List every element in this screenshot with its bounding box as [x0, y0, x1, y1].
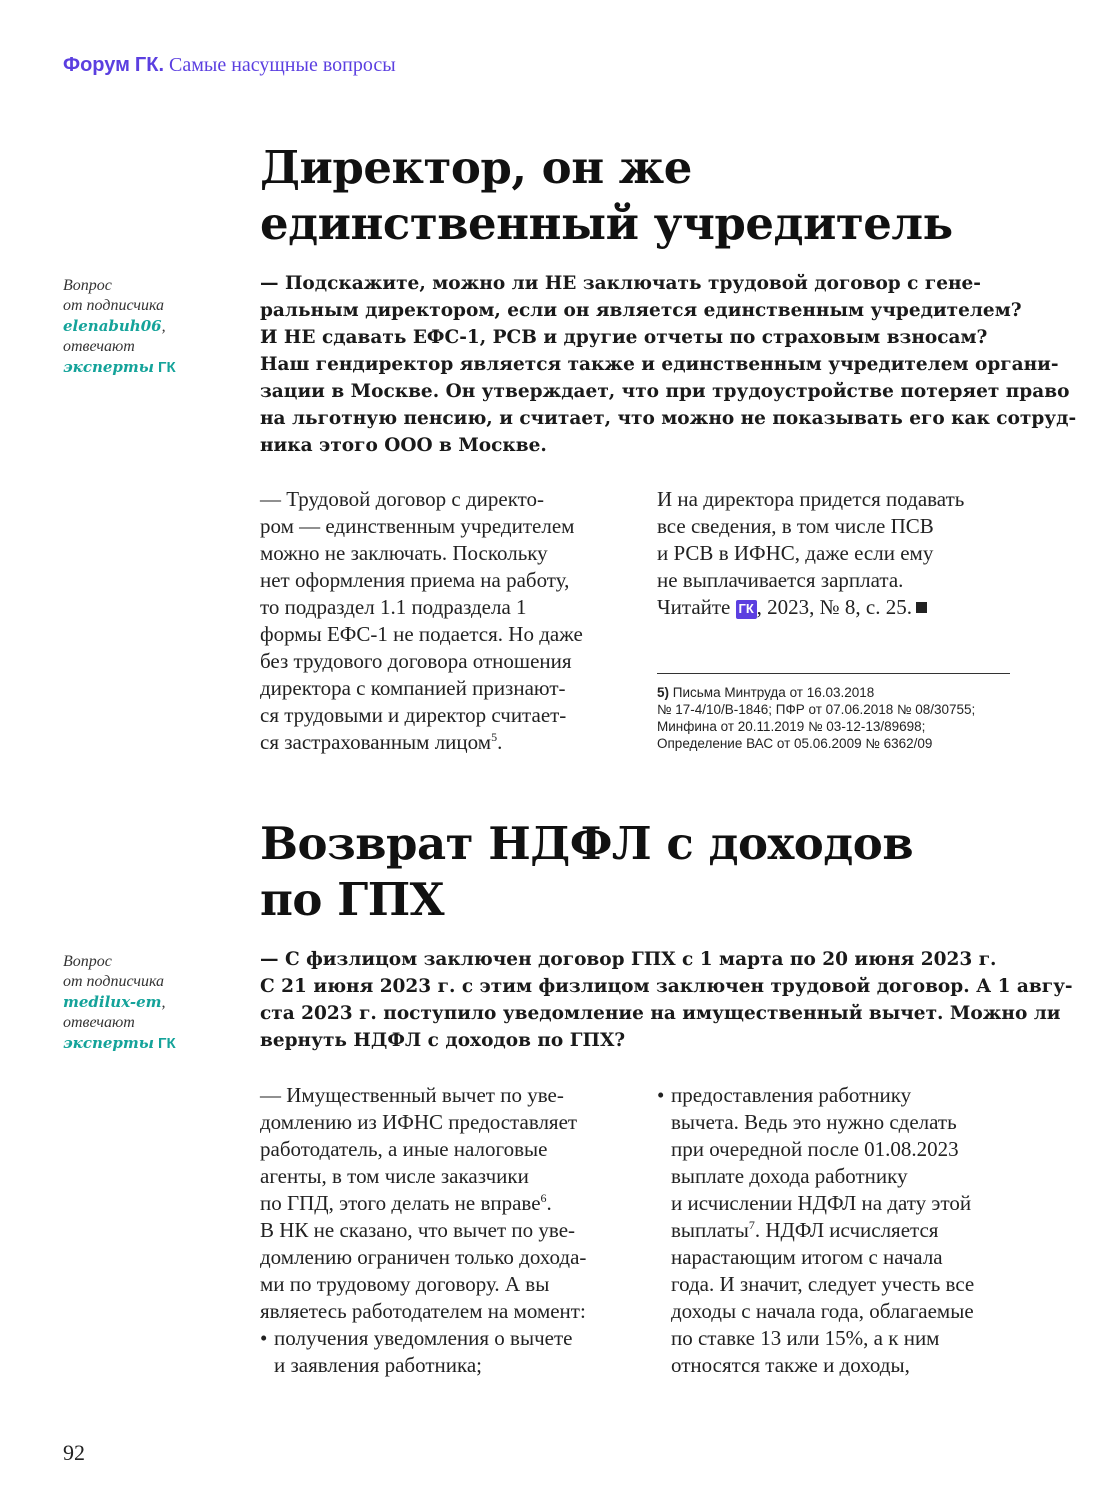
read-reference: Читайте ГК , 2023, № 8, с. 25.	[657, 594, 1057, 621]
article2-title: Возврат НДФЛ с доходов по ГПХ	[260, 817, 914, 926]
end-mark-icon	[916, 602, 927, 613]
experts-label: эксперты	[63, 358, 155, 376]
gk-logo-icon: ГК	[736, 600, 757, 619]
subscriber-username[interactable]: medilux-em	[63, 993, 162, 1011]
article1-title: Директор, он же единственный учредитель	[260, 141, 953, 250]
footnote-divider	[657, 673, 1010, 674]
list-item: • получения уведомления о вычете	[260, 1325, 650, 1352]
article2-question: — С физлицом заключен договор ГПХ с 1 марта по 20 июня 2023 г. С 21 июня 2023 г. с этим физлицом заключен трудовой договор. А 1 авгу- ста 2023 г. поступило уведомление на имущественный вычет. Можно ли вернуть НДФЛ с доходов по ГПХ?	[260, 949, 1073, 1051]
article2-answer-left: — Имущественный вычет по уве- домлению из ИФНС предоставляет работодатель, а иные налоговые агенты, в том числе заказчики по ГПД, этого делать не вправе$^6$. В НК не сказано, что вычет по уве- домлению ограничен только дохода- ми по трудовому договору. А вы являетесь работодателем на момент: • получения уведомления о вычете и заявления работника;	[260, 1082, 650, 1379]
article2-answer-right: • предоставления работнику вычета. Ведь это нужно сделать при очередной после 01.08.2023 выплате дохода работнику и исчислении НДФЛ на дату этой выплаты$^7$. НДФЛ исчисляется нарастающим итогом с начала года. И значит, следует учесть все доходы с начала года, облагаемые по ставке 13 или 15%, а к ним относятся также и доходы,	[657, 1082, 1077, 1379]
footnote-ref: 5	[491, 730, 498, 744]
forum-brand: Форум	[63, 54, 130, 76]
experts-label: эксперты	[63, 1034, 155, 1052]
gk-logo-icon: ГК.	[134, 54, 165, 76]
list-item: • предоставления работнику	[657, 1082, 1077, 1109]
subscriber-username[interactable]: elenabuh06	[63, 317, 162, 335]
footnote-ref: 7	[748, 1218, 755, 1232]
section-header	[63, 54, 396, 77]
footnote-ref: 6	[540, 1191, 547, 1205]
article1-answer-left: — Трудовой договор с директо- ром — единственным учредителем можно не заключать. Поскольку нет оформления приема на работу, то подраздел 1.1 подраздела 1 формы ЕФС-1 не подается. Но даже без трудового договора отношения директора с компанией признают- ся трудовыми и директор считает- ся застрахованным лицом$^5$.	[260, 487, 583, 754]
section-subtitle: Самые насущные вопросы	[169, 54, 396, 76]
article1-answer-right: И на директора придется подавать все сведения, в том числе ПСВ и РСВ в ИФНС, даже если ему не выплачивается зарплата. Читайте ГК , 2023, № 8, с. 25.	[657, 486, 1057, 621]
article2-question-meta: Вопрос от подписчика medilux-em, отвечают эксперты ГК	[63, 953, 176, 1052]
gk-logo-icon: ГК	[158, 1035, 176, 1052]
page-number: 92	[63, 1440, 85, 1465]
article1-question-meta: Вопрос от подписчика elenabuh06, отвечают эксперты ГК	[63, 277, 176, 376]
gk-logo-icon: ГК	[158, 359, 176, 376]
article1-footnote: 5) Письма Минтруда от 16.03.2018 № 17-4/10/В-1846; ПФР от 07.06.2018 № 08/30755; Минфина от 20.11.2019 № 03-12-13/89698; Определение ВАС от 05.06.2009 № 6362/09	[657, 685, 976, 751]
article1-question: — Подскажите, можно ли НЕ заключать трудовой договор с гене- ральным директором, если он является единственным учредителем? И НЕ сдавать ЕФС-1, РСВ и другие отчеты по страховым взносам? Наш гендиректор является также и единственным учредителем органи- зации в Москве. Он утверждает, что при трудоустройстве потеряет право на льготную пенсию, и считает, что можно не показывать его как сотруд- ника этого ООО в Москве.	[260, 273, 1077, 456]
